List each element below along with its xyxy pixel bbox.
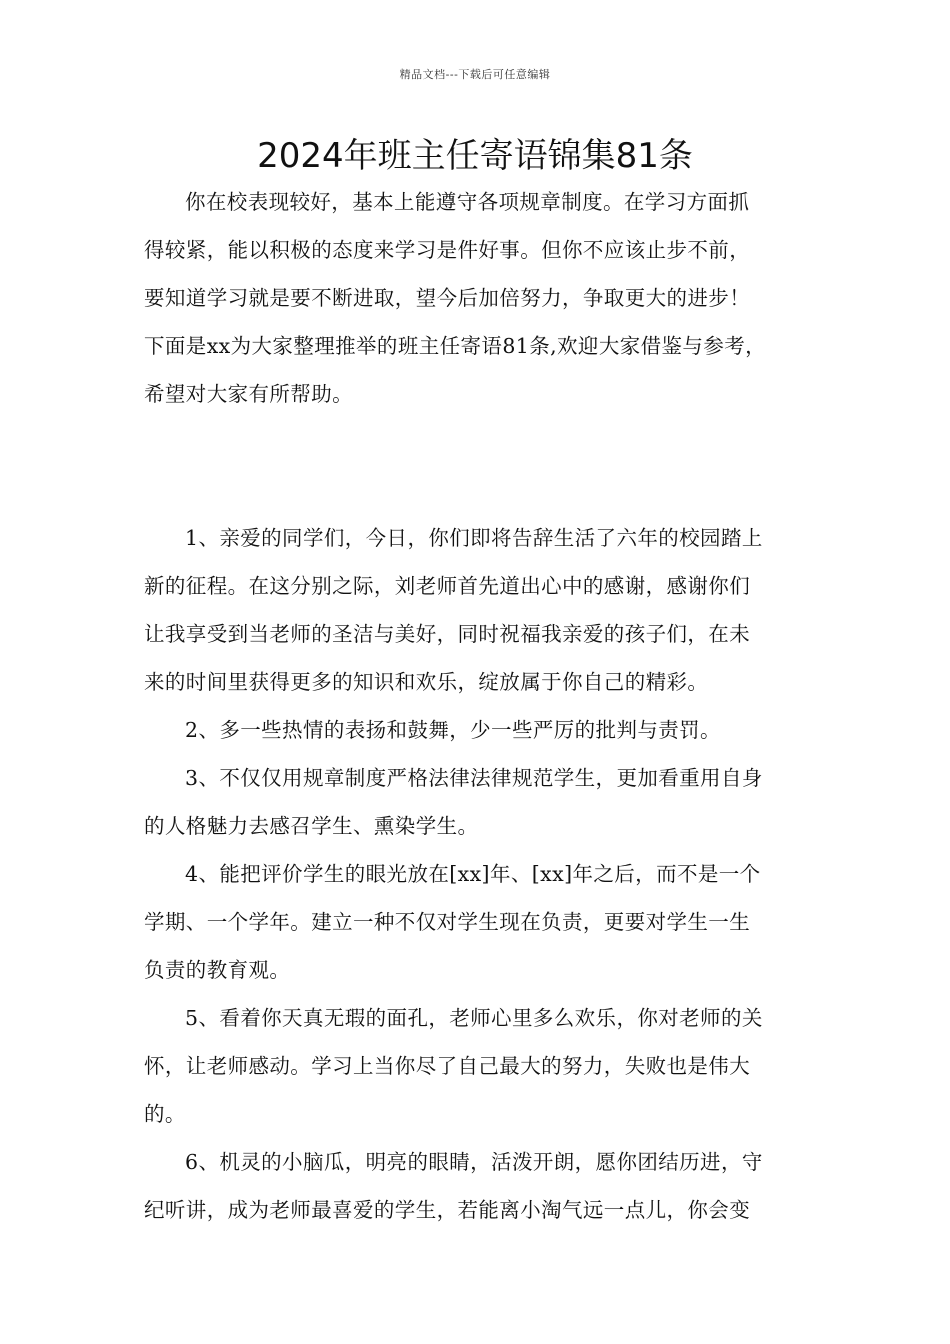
document-body	[144, 178, 814, 1234]
text-line: 纪听讲，成为老师最喜爱的学生，若能离小淘气远一点儿，你会变	[144, 1198, 751, 1222]
list-item	[144, 850, 814, 994]
text-line: 怀，让老师感动。学习上当你尽了自己最大的努力，失败也是伟大	[144, 1054, 751, 1078]
list-item	[144, 754, 814, 850]
text-line: 来的时间里获得更多的知识和欢乐，绽放属于你自己的精彩。	[144, 670, 709, 694]
text-line: 负责的教育观。	[144, 958, 291, 982]
text-line: 下面是xx为大家整理推举的班主任寄语81条,欢迎大家借鉴与参考，	[144, 334, 767, 358]
text-line: 2、多一些热情的表扬和鼓舞，少一些严厉的批判与责罚。	[185, 718, 721, 742]
text-line: 希望对大家有所帮助。	[144, 382, 353, 406]
text-line: 6、机灵的小脑瓜，明亮的眼睛，活泼开朗，愿你团结历进，守	[185, 1150, 763, 1174]
list-item	[144, 706, 814, 754]
text-line: 5、看着你天真无瑕的面孔，老师心里多么欢乐，你对老师的关	[185, 1006, 763, 1030]
text-line: 你在校表现较好，基本上能遵守各项规章制度。在学习方面抓	[185, 190, 750, 214]
list-item	[144, 514, 814, 706]
intro-paragraph	[144, 178, 814, 418]
text-line: 3、不仅仅用规章制度严格法律法律规范学生，更加看重用自身	[185, 766, 763, 790]
text-line: 新的征程。在这分别之际，刘老师首先道出心中的感谢，感谢你们	[144, 574, 751, 598]
document-title: 2024年班主任寄语锦集81条	[257, 136, 693, 176]
text-line: 的。	[144, 1102, 186, 1126]
list-item	[144, 994, 814, 1138]
text-line: 4、能把评价学生的眼光放在[xx]年、[xx]年之后，而不是一个	[185, 862, 761, 886]
text-line: 让我享受到当老师的圣洁与美好，同时祝福我亲爱的孩子们，在未	[144, 622, 751, 646]
text-line: 得较紧，能以积极的态度来学习是件好事。但你不应该止步不前，	[144, 238, 751, 262]
text-line: 的人格魅力去感召学生、熏染学生。	[144, 814, 479, 838]
text-line: 学期、一个学年。建立一种不仅对学生现在负责，更要对学生一生	[144, 910, 751, 934]
paragraph-gap	[144, 418, 814, 514]
list-item	[144, 1138, 814, 1234]
page-header: 精品文档---下载后可任意编辑	[399, 68, 551, 81]
text-line: 1、亲爱的同学们，今日，你们即将告辞生活了六年的校园踏上	[185, 526, 763, 550]
text-line: 要知道学习就是要不断进取，望今后加倍努力，争取更大的进步！	[144, 286, 751, 310]
